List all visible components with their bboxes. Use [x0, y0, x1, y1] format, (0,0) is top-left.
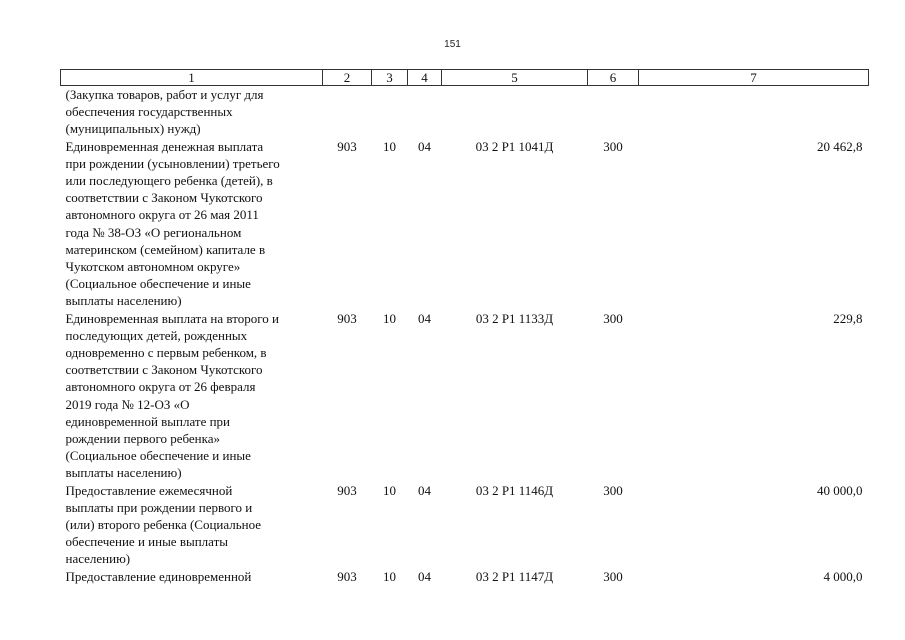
- column-header-5: 5: [442, 70, 588, 86]
- item-name-line: 2019 года № 12-ОЗ «О: [65, 396, 190, 412]
- item-name-line: Единовременная выплата на второго и: [65, 310, 279, 326]
- item-name-line: последующих детей, рожденных: [65, 327, 248, 343]
- table-row: [61, 138, 869, 310]
- table-header: [61, 70, 869, 86]
- admin-code-cell: 903: [337, 138, 357, 154]
- item-name-line: выплаты населению): [65, 465, 182, 481]
- item-name-line: Чукотском автономном округе»: [65, 259, 241, 275]
- column-header-4: 4: [408, 70, 442, 86]
- item-name-line: года № 38-ОЗ «О региональном: [65, 224, 242, 240]
- admin-code-cell: 903: [337, 482, 357, 498]
- item-name-cell: [61, 86, 323, 138]
- page-number: 151: [444, 39, 461, 50]
- admin-code-cell: 903: [337, 310, 357, 326]
- item-name-cell: [61, 138, 323, 310]
- item-name-line: соответствии с Законом Чукотского: [65, 362, 263, 378]
- expense-type-cell: 300: [603, 310, 623, 326]
- item-name-cell: [61, 310, 323, 482]
- item-name-line: обеспечение и иные выплаты: [65, 534, 228, 550]
- item-name-line: выплаты населению): [65, 293, 182, 309]
- expense-type-cell: 300: [603, 138, 623, 154]
- table-row: [61, 86, 869, 138]
- expense-type-cell: 300: [603, 482, 623, 498]
- column-header-7: 7: [639, 70, 869, 86]
- item-name-line: (муниципальных) нужд): [65, 121, 201, 137]
- item-name-line: или последующего ребенка (детей), в: [65, 173, 273, 189]
- item-name-line: обеспечения государственных: [65, 104, 233, 120]
- admin-code-cell: [323, 86, 372, 138]
- section-code-cell: 10: [383, 138, 396, 154]
- subsection-code-cell: 04: [418, 138, 431, 154]
- subsection-code-cell: 04: [418, 310, 431, 326]
- item-name-line: автономного округа от 26 мая 2011: [65, 207, 259, 223]
- item-name-line: Предоставление единовременной: [65, 568, 252, 584]
- column-header-1: 1: [61, 70, 323, 86]
- table-body: [61, 86, 869, 585]
- target-article-cell: 03 2 Р1 1041Д: [475, 138, 554, 154]
- amount-cell: 20 462,8: [817, 138, 863, 154]
- amount-cell: 229,8: [833, 310, 863, 326]
- item-name-line: Единовременная денежная выплата: [65, 138, 264, 154]
- target-article-cell: 03 2 Р1 1146Д: [475, 482, 554, 498]
- item-name-line: рождении первого ребенка»: [65, 431, 221, 447]
- item-name-line: материнском (семейном) капитале в: [65, 241, 266, 257]
- admin-code-cell: 903: [337, 568, 357, 584]
- column-header-6: 6: [588, 70, 639, 86]
- item-name-line: при рождении (усыновлении) третьего: [65, 155, 280, 171]
- section-code-cell: 10: [383, 310, 396, 326]
- item-name-line: населению): [65, 551, 131, 567]
- expense-type-cell: [588, 86, 639, 138]
- amount-cell: 40 000,0: [817, 482, 863, 498]
- item-name-line: одновременно с первым ребенком, в: [65, 345, 267, 361]
- item-name-line: выплаты при рождении первого и: [65, 499, 253, 515]
- item-name-cell: [61, 482, 323, 568]
- item-name-line: (Закупка товаров, работ и услуг для: [65, 87, 264, 102]
- column-header-2: 2: [323, 70, 372, 86]
- amount-cell: 4 000,0: [823, 568, 863, 584]
- table-row: [61, 568, 869, 585]
- header-row: [61, 70, 869, 86]
- subsection-code-cell: 04: [418, 568, 431, 584]
- item-name-line: (или) второго ребенка (Социальное: [65, 517, 262, 533]
- budget-table: [60, 69, 869, 585]
- subsection-code-cell: 04: [418, 482, 431, 498]
- column-header-3: 3: [372, 70, 408, 86]
- item-name-line: Предоставление ежемесячной: [65, 482, 233, 498]
- item-name-line: автономного округа от 26 февраля: [65, 379, 256, 395]
- section-code-cell: [372, 86, 408, 138]
- target-article-cell: 03 2 Р1 1133Д: [475, 310, 554, 326]
- item-name-line: соответствии с Законом Чукотского: [65, 190, 263, 206]
- table-row: [61, 310, 869, 482]
- section-code-cell: 10: [383, 568, 396, 584]
- item-name-line: (Социальное обеспечение и иные: [65, 276, 251, 292]
- item-name-line: единовременной выплате при: [65, 413, 231, 429]
- target-article-cell: [442, 86, 588, 138]
- amount-cell: [639, 86, 869, 138]
- expense-type-cell: 300: [603, 568, 623, 584]
- item-name-cell: [61, 568, 323, 585]
- table-row: [61, 482, 869, 568]
- section-code-cell: 10: [383, 482, 396, 498]
- target-article-cell: 03 2 Р1 1147Д: [475, 568, 554, 584]
- item-name-line: (Социальное обеспечение и иные: [65, 448, 251, 464]
- subsection-code-cell: [408, 86, 442, 138]
